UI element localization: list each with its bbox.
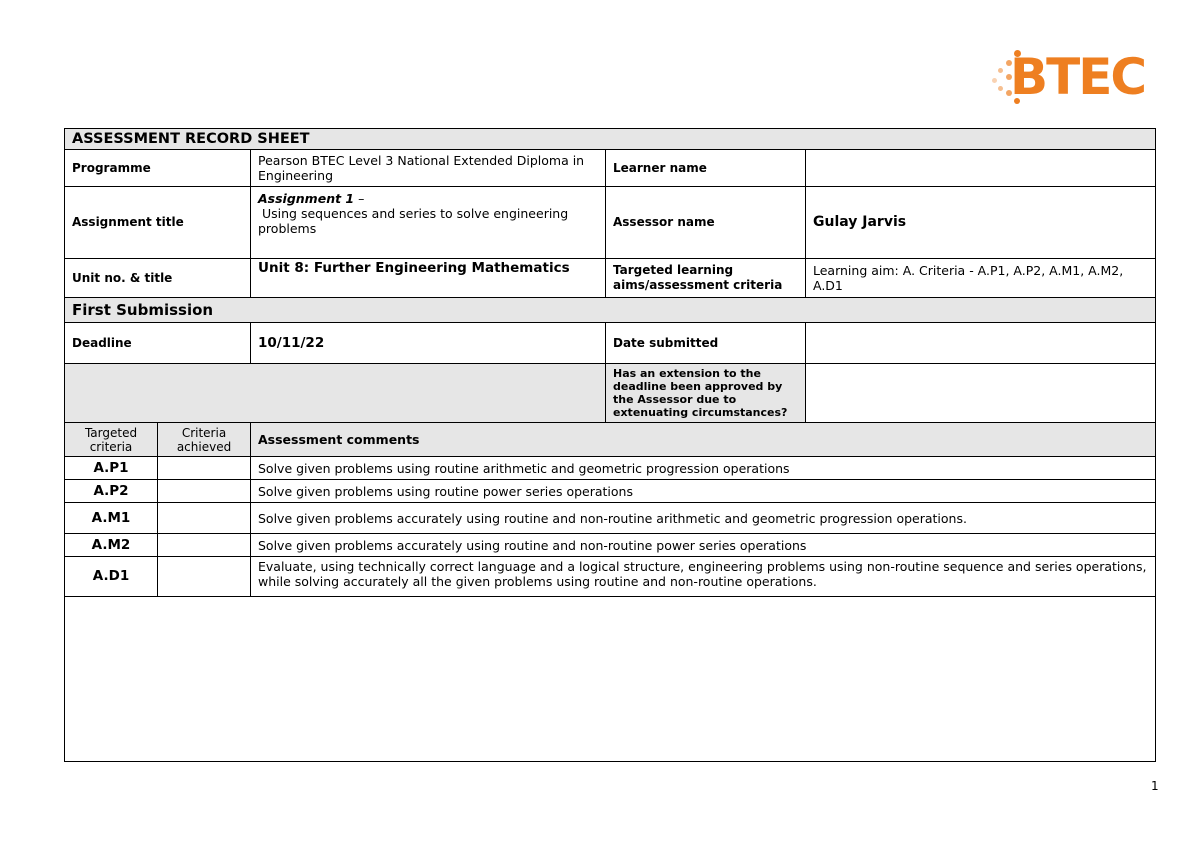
criteria-achieved-field[interactable] (158, 557, 251, 597)
deadline-value: 10/11/22 (251, 323, 606, 364)
page-number: 1 (1151, 779, 1159, 793)
assessment-record-table (64, 128, 1156, 762)
assessment-comments-header: Assessment comments (251, 423, 1156, 457)
sheet-title: ASSESSMENT RECORD SHEET (65, 129, 1156, 150)
criteria-row (65, 480, 1156, 503)
assignment-title-label: Assignment title (65, 187, 251, 259)
criteria-comment: Solve given problems using routine arithmetic and geometric progression operations (251, 457, 1156, 480)
criteria-row (65, 557, 1156, 597)
date-submitted-label: Date submitted (606, 323, 806, 364)
targeted-criteria-header: Targeted criteria (65, 423, 158, 457)
criteria-row (65, 534, 1156, 557)
criteria-code: A.M1 (65, 503, 158, 534)
learner-name-field[interactable] (806, 150, 1156, 187)
criteria-achieved-field[interactable] (158, 457, 251, 480)
criteria-comment: Solve given problems accurately using routine and non-routine arithmetic and geometric progression operations. (251, 503, 1156, 534)
assessor-name-label: Assessor name (606, 187, 806, 259)
learner-name-label: Learner name (606, 150, 806, 187)
aims-label: Targeted learning aims/assessment criteria (606, 259, 806, 298)
programme-value: Pearson BTEC Level 3 National Extended Diploma in Engineering (251, 150, 606, 187)
assignment-title-value (251, 187, 606, 259)
assignment-dash: – (354, 191, 365, 206)
aims-value: Learning aim: A. Criteria - A.P1, A.P2, A.M1, A.M2, A.D1 (806, 259, 1156, 298)
criteria-code: A.P2 (65, 480, 158, 503)
unit-value: Unit 8: Further Engineering Mathematics (251, 259, 606, 298)
criteria-row (65, 457, 1156, 480)
criteria-comment: Evaluate, using technically correct language and a logical structure, engineering problems using non-routine sequence and series operations, while solving accurately all the given problems using routine and non-routine operations. (251, 557, 1156, 597)
extension-blank (65, 364, 606, 423)
criteria-code: A.D1 (65, 557, 158, 597)
btec-logo (988, 48, 1164, 106)
criteria-code: A.P1 (65, 457, 158, 480)
criteria-comment: Solve given problems using routine power series operations (251, 480, 1156, 503)
criteria-achieved-field[interactable] (158, 480, 251, 503)
deadline-label: Deadline (65, 323, 251, 364)
extension-field[interactable] (806, 364, 1156, 423)
first-submission-heading: First Submission (65, 298, 1156, 323)
assignment-name: Assignment 1 (258, 191, 355, 206)
unit-label: Unit no. & title (65, 259, 251, 298)
assessor-name-value: Gulay Jarvis (806, 187, 1156, 259)
criteria-code: A.M2 (65, 534, 158, 557)
criteria-achieved-header: Criteria achieved (158, 423, 251, 457)
extension-question: Has an extension to the deadline been approved by the Assessor due to extenuating circumstances? (606, 364, 806, 423)
programme-label: Programme (65, 150, 251, 187)
comments-box[interactable] (65, 597, 1156, 762)
criteria-row (65, 503, 1156, 534)
criteria-comment: Solve given problems accurately using routine and non-routine power series operations (251, 534, 1156, 557)
logo-text: BTEC (1010, 48, 1146, 106)
date-submitted-field[interactable] (806, 323, 1156, 364)
criteria-achieved-field[interactable] (158, 534, 251, 557)
criteria-achieved-field[interactable] (158, 503, 251, 534)
assignment-description: Using sequences and series to solve engineering problems (258, 206, 569, 236)
